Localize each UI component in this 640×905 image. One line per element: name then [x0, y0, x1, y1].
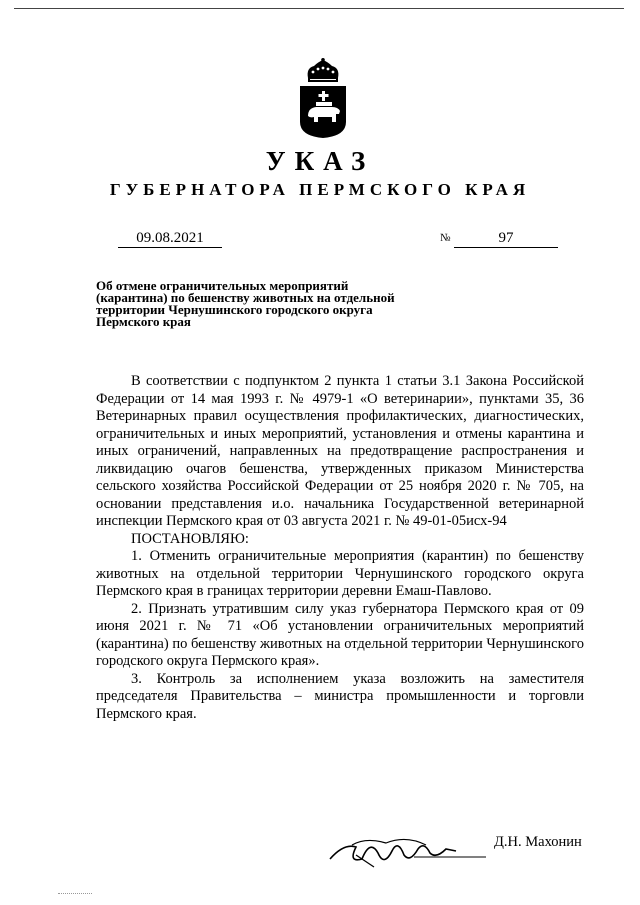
document-number: 97	[454, 229, 558, 248]
document-date: 09.08.2021	[118, 229, 222, 248]
footer-mark	[58, 893, 92, 894]
document-subtitle: ГУБЕРНАТОРА ПЕРМСКОГО КРАЯ	[109, 180, 531, 199]
handwritten-signature-icon	[326, 833, 486, 873]
document-subject: Об отмене ограничительных мероприятий (карантина) по бешенству животных на отдельной территории Чернушинского городского округа Пермского края	[96, 278, 395, 329]
item-1-paragraph: 1. Отменить ограничительные мероприятия (карантин) по бешенству животных на отдельной территории Чернушинского городского округа Пермского края в границах территории деревни Емаш-Павлово.	[96, 548, 584, 599]
preamble-paragraph: В соответствии с подпунктом 2 пункта 1 статьи 3.1 Закона Российской Федерации от 14 мая 1993 г. № 4979-1 «О ветеринарии», пунктами 35, 36 Ветеринарных правил осуществления профилактических, диагностических, ограничительных и иных мероприятий, установления и отмены карантина и иных ограничений, направленных на предотвращение распространения и ликвидацию очагов бешенства, утвержденных приказом Министерства сельского хозяйства Российской Федерации от 25 ноября 2020 г. № 705, на основании представления и.о. начальника Государственной ветеринарной инспекции Пермского края от 03 августа 2021 г. № 49-01-05исх-94	[96, 373, 584, 529]
document-body	[96, 373, 584, 723]
item-3-paragraph: 3. Контроль за исполнением указа возложить на заместителя председателя Правительства – министра промышленности и торговли Пермского края.	[96, 670, 584, 722]
decree-word: ПОСТАНОВЛЯЮ:	[131, 530, 249, 547]
page-top-rule	[14, 8, 624, 9]
document-title: УКАЗ	[265, 146, 375, 176]
item-2-paragraph: 2. Признать утратившим силу указ губернатора Пермского края от 09 июня 2021 г. № 71 «Об установлении ограничительных мероприятий (карантина) по бешенству животных на отдельной территории Чернушинского городского округа Пермского края».	[96, 600, 584, 669]
document-number-label: №	[440, 232, 451, 244]
signer-name: Д.Н. Махонин	[494, 834, 582, 850]
perm-krai-coat-of-arms-icon	[294, 58, 352, 140]
